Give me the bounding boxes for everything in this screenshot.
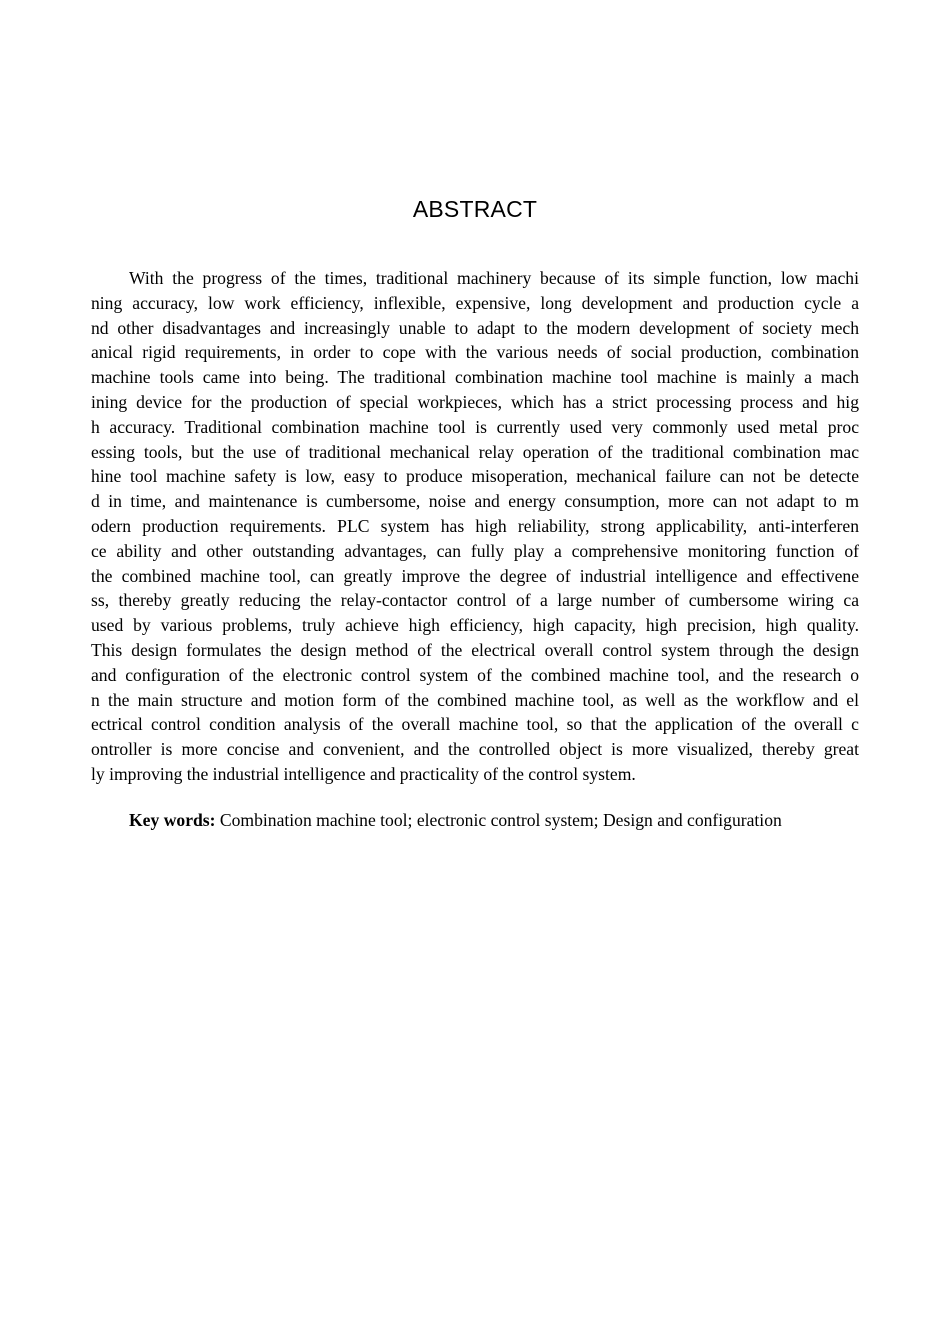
abstract-line: machine tools came into being. The traditional combination machine tool machine is mainly a mach <box>91 367 859 388</box>
abstract-line: n the main structure and motion form of the combined machine tool, as well as the workflow and el <box>91 689 859 710</box>
abstract-line: the combined machine tool, can greatly improve the degree of industrial intelligence and effectivene <box>91 565 859 586</box>
abstract-body <box>91 266 859 787</box>
abstract-line: ly improving the industrial intelligence and practicality of the control system. <box>91 763 636 784</box>
abstract-line: ce ability and other outstanding advantages, can fully play a comprehensive monitoring function of <box>91 540 859 561</box>
abstract-line: ss, thereby greatly reducing the relay-contactor control of a large number of cumbersome wiring ca <box>91 590 859 611</box>
abstract-line: and configuration of the electronic control system of the combined machine tool, and the research o <box>91 664 859 685</box>
abstract-line: nd other disadvantages and increasingly unable to adapt to the modern development of society mech <box>91 317 859 338</box>
abstract-line: This design formulates the design method of the electrical overall control system through the design <box>91 639 859 660</box>
abstract-line: odern production requirements. PLC system has high reliability, strong applicability, anti-interferen <box>91 515 859 536</box>
abstract-title: ABSTRACT <box>412 196 538 222</box>
abstract-line: used by various problems, truly achieve high efficiency, high capacity, high precision, high quality. <box>91 615 859 636</box>
abstract-line: ontroller is more concise and convenient, and the controlled object is more visualized, thereby great <box>91 739 859 760</box>
abstract-line: h accuracy. Traditional combination machine tool is currently used very commonly used metal proc <box>91 416 859 437</box>
abstract-line: hine tool machine safety is low, easy to produce misoperation, mechanical failure can not be detecte <box>91 466 859 487</box>
abstract-line: ectrical control condition analysis of the overall machine tool, so that the application of the overall c <box>91 714 859 735</box>
abstract-line: essing tools, but the use of traditional mechanical relay operation of the traditional combination mac <box>91 441 859 462</box>
abstract-line: anical rigid requirements, in order to cope with the various needs of social production, combination <box>91 342 859 363</box>
keywords-paragraph <box>129 808 859 833</box>
abstract-line: ning accuracy, low work efficiency, inflexible, expensive, long development and production cycle a <box>91 292 859 313</box>
abstract-line: ining device for the production of special workpieces, which has a strict processing process and hig <box>91 391 859 412</box>
keywords-label: Key words: <box>129 810 216 830</box>
abstract-line: d in time, and maintenance is cumbersome, noise and energy consumption, more can not adapt to m <box>91 491 859 512</box>
abstract-line: With the progress of the times, traditional machinery because of its simple function, low machi <box>129 268 859 288</box>
keywords-text: Combination machine tool; electronic control system; Design and configuration <box>215 810 782 830</box>
